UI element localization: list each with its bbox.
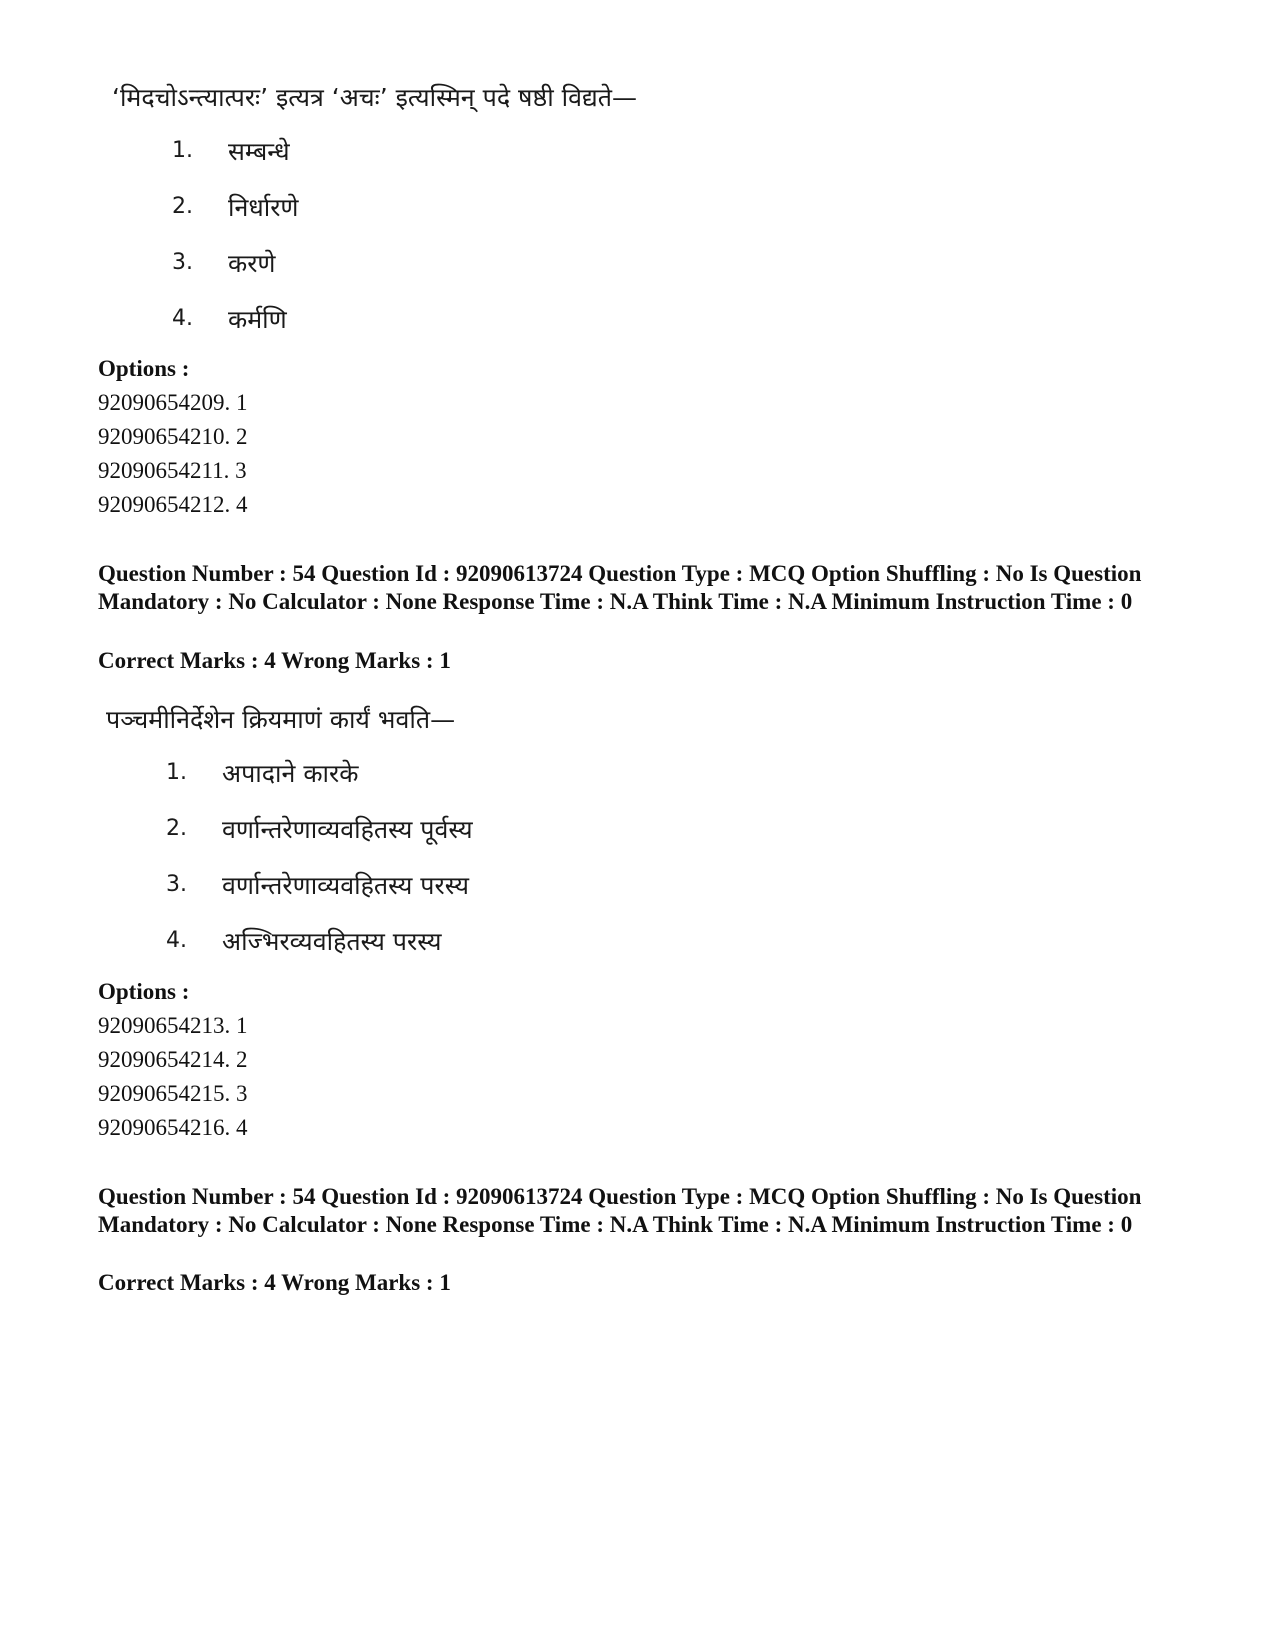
question-meta: Question Number : 54 Question Id : 92090613724 Question Type : MCQ Option Shuffling : No Is Question Mandatory : No Calculator : None Response Time : N.A Think Time : N.A Minimum Instruction Time : 0 — [98, 1184, 1142, 1237]
option-line: 92090654212. 4 — [98, 492, 248, 517]
choice-number: 2. — [166, 816, 187, 841]
choice-text: अज्भिरव्यवहितस्य परस्य — [222, 927, 442, 956]
choice-text: कर्मणि — [228, 305, 287, 334]
choice-number: 3. — [172, 250, 193, 275]
choice-number: 4. — [172, 306, 193, 331]
option-line: 92090654210. 2 — [98, 424, 248, 449]
choice-text: वर्णान्तरेणाव्यवहितस्य परस्य — [222, 871, 469, 900]
options-heading: Options : — [98, 979, 190, 1004]
options-section — [98, 975, 248, 1145]
option-line: 92090654211. 3 — [98, 458, 247, 483]
question-text: पञ्चमीनिर्देशेन क्रियमाणं कार्यं भवति— — [106, 705, 456, 734]
option-line: 92090654209. 1 — [98, 390, 248, 415]
choice-number: 1. — [166, 760, 187, 785]
options-heading: Options : — [98, 356, 190, 381]
option-line: 92090654215. 3 — [98, 1081, 248, 1106]
choice-number: 1. — [172, 138, 193, 163]
option-line: 92090654213. 1 — [98, 1013, 248, 1038]
choice-text: सम्बन्धे — [228, 137, 290, 166]
option-line: 92090654214. 2 — [98, 1047, 248, 1072]
marks-line: Correct Marks : 4 Wrong Marks : 1 — [98, 648, 451, 673]
choice-text: अपादाने कारके — [222, 759, 359, 788]
choice-number: 2. — [172, 194, 193, 219]
choice-text: करणे — [228, 249, 276, 278]
question-text: ‘मिदचोऽन्त्यात्परः’ इत्यत्र ‘अचः’ इत्यस्मिन् पदे षष्ठी विद्यते— — [112, 83, 638, 112]
choice-text: वर्णान्तरेणाव्यवहितस्य पूर्वस्य — [222, 815, 473, 844]
marks-line: Correct Marks : 4 Wrong Marks : 1 — [98, 1270, 451, 1295]
choice-number: 3. — [166, 872, 187, 897]
option-line: 92090654216. 4 — [98, 1115, 248, 1140]
options-section — [98, 352, 248, 522]
choice-number: 4. — [166, 928, 187, 953]
question-meta: Question Number : 54 Question Id : 92090613724 Question Type : MCQ Option Shuffling : No Is Question Mandatory : No Calculator : None Response Time : N.A Think Time : N.A Minimum Instruction Time : 0 — [98, 561, 1142, 614]
choice-text: निर्धारणे — [228, 193, 299, 222]
